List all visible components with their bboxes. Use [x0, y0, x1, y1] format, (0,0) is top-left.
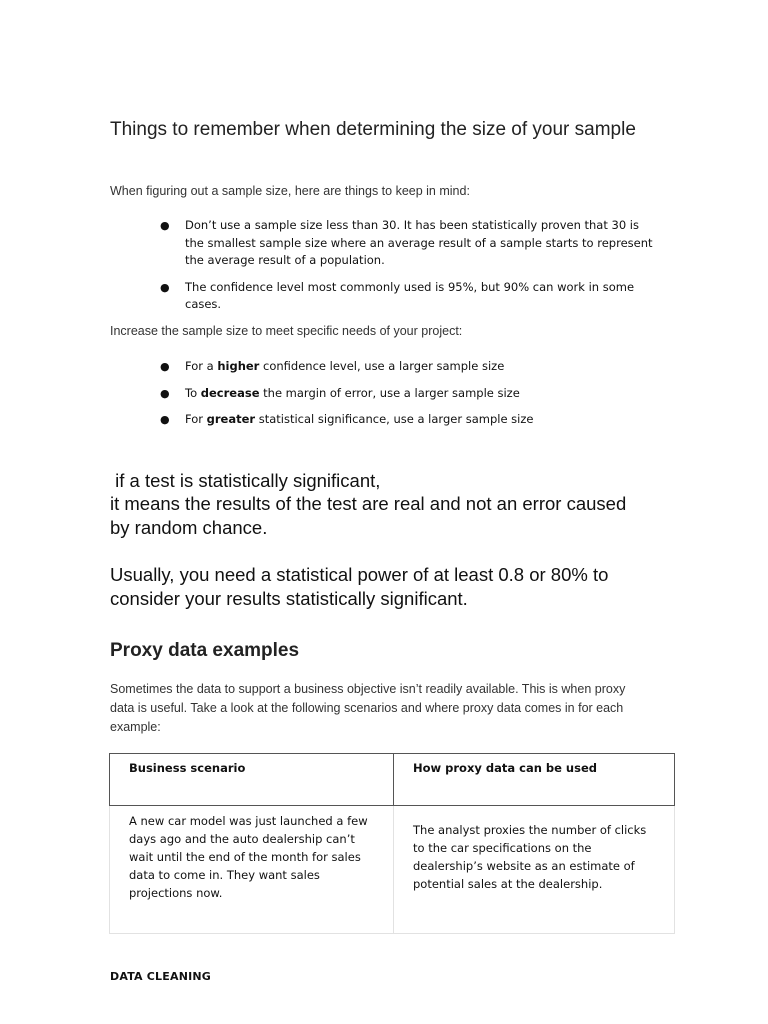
- table-row: [110, 806, 675, 934]
- table-cell: A new car model was just launched a few days ago and the auto dealership can’t wait until the end of the month for sales data to come in. They want sales projections now.: [110, 806, 394, 934]
- proxy-intro-text: Sometimes the data to support a business objective isn’t readily available. This is when proxy data is useful. Take a look at the following scenarios and where proxy data comes in for each example:: [110, 682, 626, 734]
- list-item: ● Don’t use a sample size less than 30. It has been statistically proven that 30 is the smallest sample size where an average result of a sample starts to represent the average result of a population.: [160, 218, 653, 267]
- list-item: ● The confidence level most commonly used is 95%, but 90% can work in some cases.: [160, 279, 635, 311]
- sample-size-needs-list: [160, 358, 660, 438]
- increase-intro-text: Increase the sample size to meet specific needs of your project:: [110, 324, 463, 338]
- sample-size-tips-list: [160, 217, 660, 323]
- proxy-table: [109, 753, 675, 934]
- bullet-icon: ●: [160, 360, 170, 373]
- significance-line2: it means the results of the test are real and not an error caused by random chance.: [110, 493, 627, 538]
- section-heading: Things to remember when determining the size of your sample: [110, 119, 636, 140]
- bullet-icon: ●: [160, 280, 170, 294]
- intro-text: When figuring out a sample size, here are things to keep in mind:: [110, 184, 470, 198]
- bullet-icon: ●: [160, 219, 170, 232]
- significance-line1: if a test is statistically significant,: [110, 470, 381, 491]
- table-header-row: [110, 754, 675, 806]
- list-item: ● For a higher confidence level, use a larger sample size: [160, 358, 660, 376]
- page-footer: DATA CLEANING: [110, 970, 212, 983]
- proxy-heading: Proxy data examples: [110, 640, 300, 661]
- list-item: ● To decrease the margin of error, use a larger sample size: [160, 385, 660, 403]
- table-cell: The analyst proxies the number of clicks to the car specifications on the dealership’s website as an estimate of potential sales at the dealership.: [394, 806, 675, 934]
- list-item: ● For greater statistical significance, use a larger sample size: [160, 411, 660, 429]
- bullet-icon: ●: [160, 386, 170, 400]
- column-header: Business scenario: [110, 754, 394, 806]
- statistical-power-text: Usually, you need a statistical power of at least 0.8 or 80% to consider your results statistically significant.: [110, 564, 609, 609]
- bullet-icon: ●: [160, 413, 170, 426]
- column-header: How proxy data can be used: [394, 754, 675, 806]
